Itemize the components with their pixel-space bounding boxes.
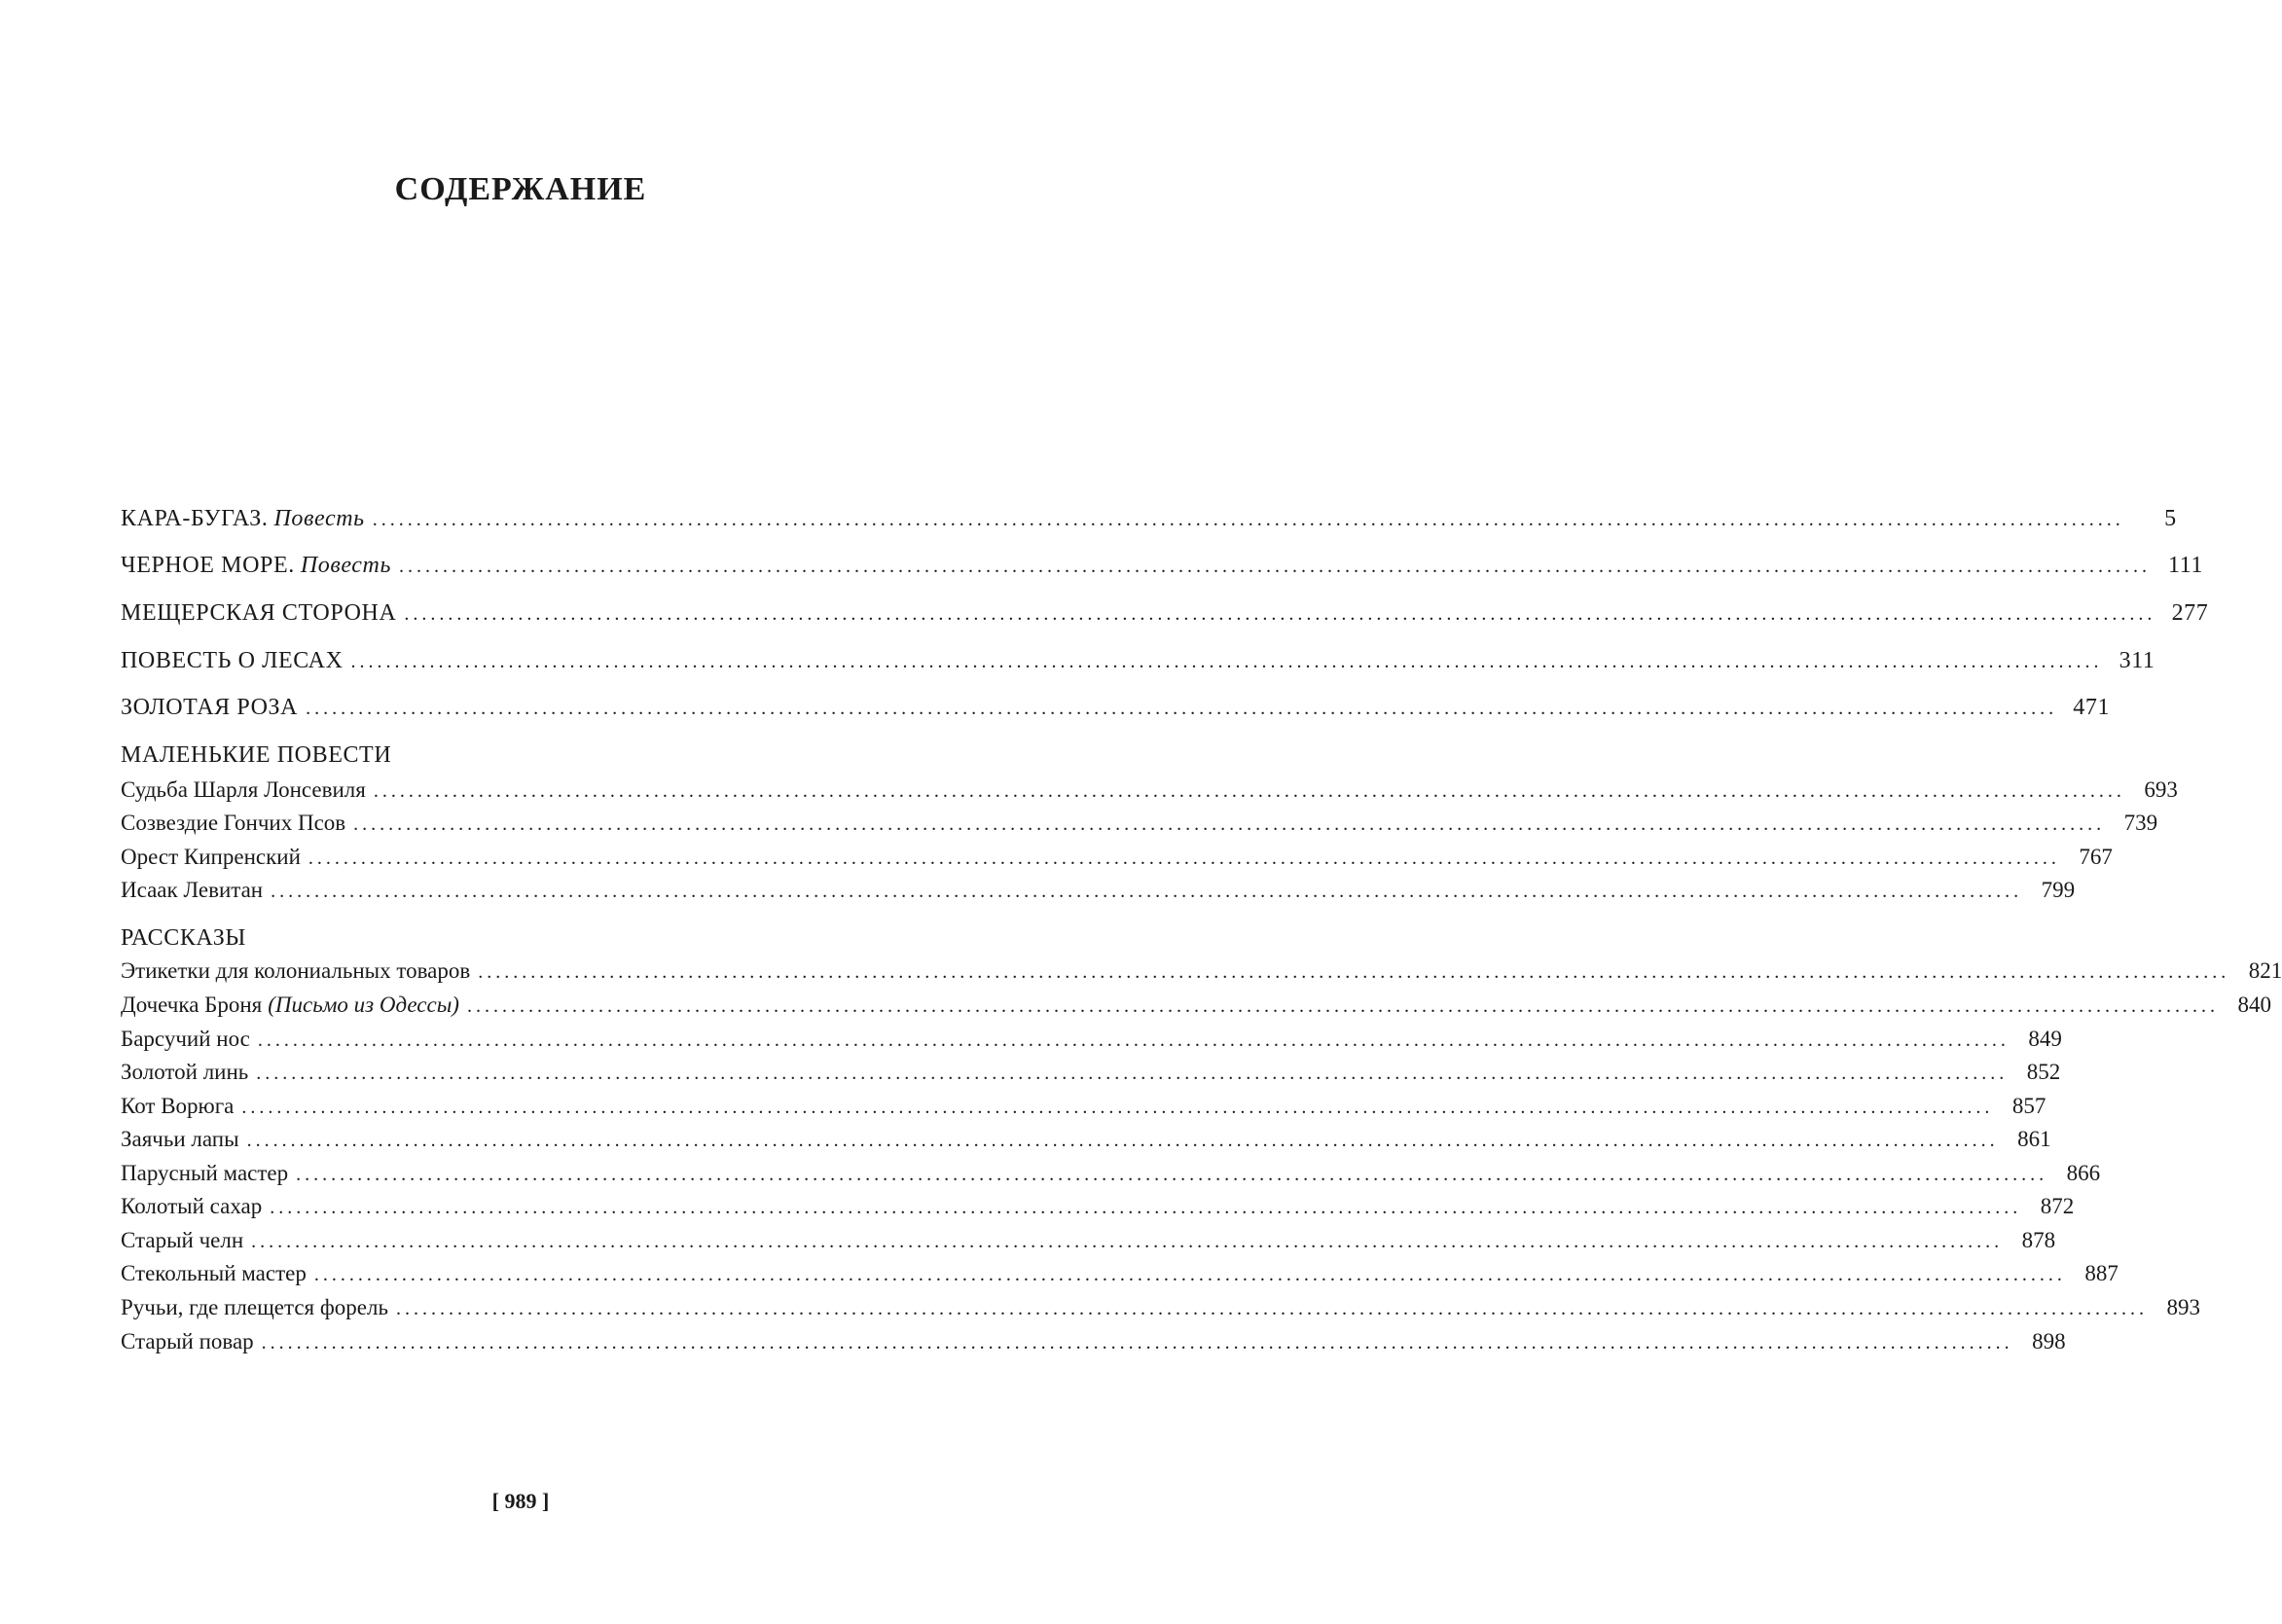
section-heading-small-novellas: МАЛЕНЬКИЕ ПОВЕСТИ: [121, 742, 392, 768]
entry-title: Ручьи, где плещется форель: [121, 1295, 388, 1319]
entry-title: Колотый сахар: [121, 1194, 263, 1218]
entry-title: Старый челн: [121, 1228, 244, 1252]
entry-title: Золотой линь: [121, 1060, 249, 1084]
leader-dots: ........................................................................................................................................................................................................: [313, 1264, 2066, 1285]
entry-genre-note: Повесть: [300, 553, 392, 578]
toc-item[interactable]: [121, 1194, 2075, 1219]
page-number: 861: [2017, 1127, 2051, 1151]
leader-dots: ........................................................................................................................................................................................................: [308, 848, 2060, 869]
leader-dots: ........................................................................................................................................................................................................: [246, 1130, 1999, 1151]
page-number: 898: [2032, 1329, 2066, 1353]
leader-dots: ........................................................................................................................................................................................................: [399, 556, 2152, 577]
toc-item[interactable]: [121, 1060, 2061, 1085]
page-number: 5: [2164, 506, 2177, 531]
entry-genre-note: Повесть: [273, 506, 365, 531]
entry-title: ЧЕРНОЕ МОРЕ.: [121, 553, 295, 578]
page-number: 866: [2066, 1161, 2101, 1185]
page-number: 739: [2123, 811, 2158, 835]
toc-item[interactable]: [121, 845, 2113, 870]
page-number: 893: [2166, 1295, 2200, 1319]
toc-entry-kara-bugaz[interactable]: [121, 506, 2177, 532]
page-number: 471: [2073, 695, 2111, 720]
toc-item[interactable]: [121, 777, 2178, 803]
entry-title: МЕЩЕРСКАЯ СТОРОНА: [121, 600, 397, 626]
leader-dots: ........................................................................................................................................................................................................: [404, 603, 2156, 625]
leader-dots: ........................................................................................................................................................................................................: [271, 881, 2023, 902]
toc-item[interactable]: [121, 878, 2076, 903]
page-number: 277: [2171, 600, 2209, 626]
page-number: 849: [2028, 1027, 2062, 1051]
entry-title: Созвездие Гончих Псов: [121, 811, 346, 835]
leader-dots: ........................................................................................................................................................................................................: [353, 813, 2106, 835]
leader-dots: ........................................................................................................................................................................................................: [478, 961, 2230, 983]
entry-title: Орест Кипренский: [121, 845, 301, 869]
toc-item[interactable]: [121, 1127, 2051, 1152]
toc-entry-povest-o-lesakh[interactable]: [121, 648, 2155, 674]
toc-item[interactable]: [121, 1027, 2062, 1052]
entry-title: Дочечка Броня: [121, 992, 263, 1017]
entry-title: Барсучий нос: [121, 1027, 250, 1051]
page-number: 767: [2079, 845, 2113, 869]
toc-item[interactable]: [121, 1329, 2066, 1354]
entry-title: Стекольный мастер: [121, 1261, 307, 1285]
entry-title: Исаак Левитан: [121, 878, 264, 902]
page-number: 852: [2026, 1060, 2061, 1084]
page-number: 311: [2119, 648, 2155, 673]
leader-dots: ........................................................................................................................................................................................................: [395, 1298, 2148, 1319]
entry-subtitle-note: (Письмо из Одессы): [268, 992, 459, 1017]
page-number: 840: [2237, 992, 2271, 1017]
toc-item[interactable]: [121, 958, 2282, 984]
section-heading-stories: РАССКАЗЫ: [121, 925, 246, 951]
leader-dots: ........................................................................................................................................................................................................: [466, 995, 2219, 1017]
leader-dots: ........................................................................................................................................................................................................: [350, 651, 2103, 672]
toc-entry-chernoe-more[interactable]: [121, 553, 2204, 579]
entry-title: ЗОЛОТАЯ РОЗА: [121, 695, 299, 720]
toc-item[interactable]: [121, 1161, 2101, 1186]
leader-dots: ........................................................................................................................................................................................................: [251, 1231, 2004, 1252]
leader-dots: ........................................................................................................................................................................................................: [261, 1332, 2013, 1353]
page-number: 693: [2144, 777, 2178, 802]
page-number: 821: [2248, 958, 2282, 983]
entry-title: Заячьи лапы: [121, 1127, 239, 1151]
toc-entry-meshcherskaya-storona[interactable]: [121, 600, 2209, 627]
leader-dots: ........................................................................................................................................................................................................: [306, 698, 2058, 719]
toc-item[interactable]: [121, 992, 2271, 1018]
leader-dots: ........................................................................................................................................................................................................: [373, 780, 2125, 802]
leader-dots: ........................................................................................................................................................................................................: [270, 1197, 2022, 1218]
leader-dots: ........................................................................................................................................................................................................: [257, 1029, 2010, 1051]
entry-title: Этикетки для колониальных товаров: [121, 958, 471, 983]
entry-title: Старый повар: [121, 1329, 254, 1353]
page-number: 872: [2040, 1194, 2075, 1218]
page-folio: [ 989 ]: [491, 1489, 550, 1513]
entry-title: Кот Ворюга: [121, 1094, 235, 1118]
page-number: 111: [2167, 553, 2204, 578]
entry-title: Парусный мастер: [121, 1161, 289, 1185]
toc-item[interactable]: [121, 1228, 2056, 1253]
toc-item[interactable]: [121, 1295, 2200, 1320]
page-number: 878: [2021, 1228, 2056, 1252]
page-number: 857: [2011, 1094, 2047, 1118]
toc-item[interactable]: [121, 1261, 2119, 1286]
entry-title: Судьба Шарля Лонсевиля: [121, 777, 366, 802]
page-title: СОДЕРЖАНИЕ: [394, 171, 647, 207]
leader-dots: ........................................................................................................................................................................................................: [256, 1063, 2009, 1084]
page-number: 887: [2084, 1261, 2119, 1285]
toc-entry-zolotaya-roza[interactable]: [121, 695, 2111, 721]
leader-dots: ........................................................................................................................................................................................................: [241, 1097, 1994, 1118]
page-number: 799: [2041, 878, 2076, 902]
entry-title: КАРА-БУГАЗ.: [121, 506, 269, 531]
toc-item[interactable]: [121, 811, 2158, 836]
leader-dots: ........................................................................................................................................................................................................: [372, 509, 2124, 530]
leader-dots: ........................................................................................................................................................................................................: [296, 1164, 2048, 1185]
toc-item[interactable]: [121, 1094, 2047, 1119]
entry-title: ПОВЕСТЬ О ЛЕСАХ: [121, 648, 344, 673]
